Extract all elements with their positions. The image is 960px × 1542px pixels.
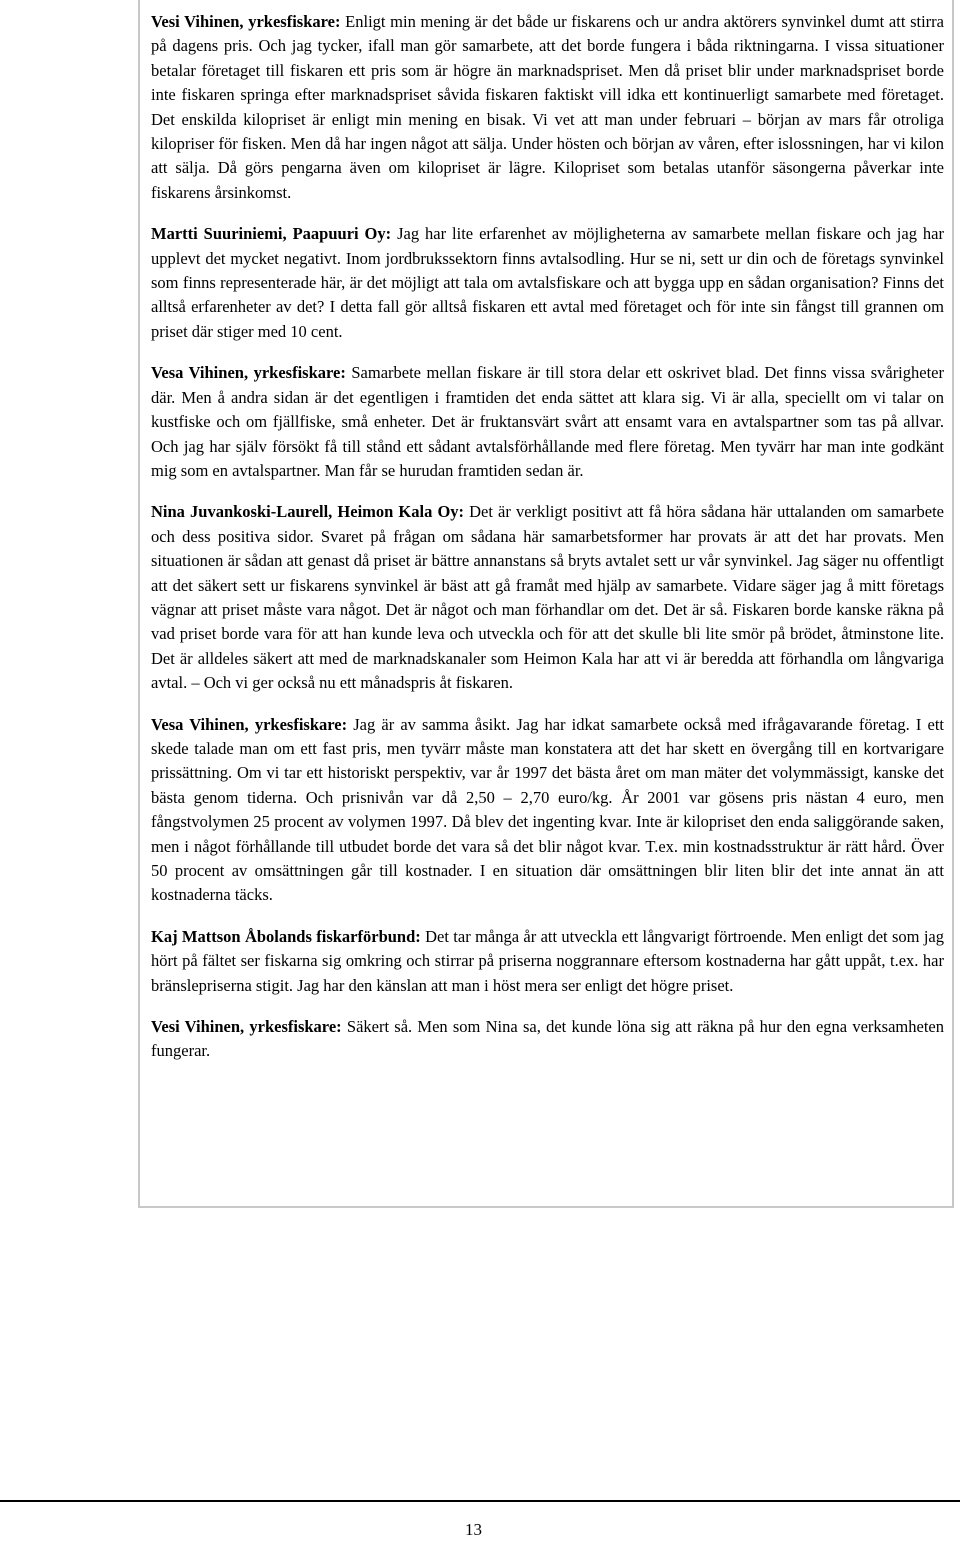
speaker-name: Martti Suuriniemi, Paapuuri Oy: [151,224,392,244]
speaker-name: Vesa Vihinen, yrkesfiskare: [151,363,346,383]
paragraph-7 [151,1015,944,1064]
page-number: 13 [465,1520,482,1539]
speaker-name: Vesa Vihinen, yrkesfiskare: [151,714,348,734]
paragraph-text: Det tar många år att utveckla ett långvarigt förtroende. Men enligt det som jag hört på fältet ser fiskarna sig omkring och stirrar på priserna noggrannare eftersom kostnaderna har gått uppåt, t.ex. har bränslepriserna stigit. Jag har den känslan att man i höst mera ser enligt det högre priset. [151,926,944,995]
paragraph-2 [151,222,944,344]
speaker-name: Nina Juvankoski-Laurell, Heimon Kala Oy: [151,502,465,522]
footer-rule [0,1500,960,1502]
paragraph-text: Enligt min mening är det både ur fiskarens och ur andra aktörers synvinkel dumt att stirra på dagens pris. Och jag tycker, ifall man gör samarbete, att det borde fungera i båda riktningarna. I vissa situationer betalar företaget till fiskaren ett pris som är högre än marknadspriset. Men då priset blir under marknadspriset borde inte fiskaren springa efter marknadspriset såvida fiskaren faktiskt vill idka ett kontinuerligt samarbete med företaget. Det enskilda kilopriset är enligt min mening en bisak. Vi vet att man under februari – början av mars får otroliga kilopriser för fisken. Men då har ingen något att sälja. Under hösten och början av våren, efter islossningen, har vi kilon att sälja. Då görs pengarna även om kilopriset är lägre. Kilopriset som betalas utanför säsongerna påverkar inte fiskarens årsinkomst. [151,12,944,202]
document-body [151,10,944,1081]
paragraph-text: Samarbete mellan fiskare är till stora delar ett oskrivet blad. Det finns vissa svårigheter där. Men å andra sidan är det egentligen i framtiden det enda sättet att klara sig. Vi är alla, speciellt om vi talar on kustfiske och om fjällfiske, små enheter. Det är fruktansvärt svårt att ensamt vara en avtalspartner som tas på allvar. Och jag har själv försökt få till stånd ett sådant avtalsförhållande med flere företag. Men tyvärr har man inte godkänt mig som en avtalspartner. Man får se hurudan framtiden sedan är. [151,363,944,480]
paragraph-text: Det är verkligt positivt att få höra sådana här uttalanden om samarbete och dess positiva sidor. Svaret på frågan om sådana här samarbetsformer har provats är att det har provats. Men situationen är sådan att genast då priset är bättre annanstans så bryts avtalet sett ur vår synvinkel. Jag säger nu offentligt att det säkert sett ur fiskarens synvinkel är bäst att gå framåt med hjälp av samarbete. Vidare säger jag å mitt företags vägnar att priset måste vara något. Det är något och man förhandlar om det. Det är så. Fiskaren borde kanske räkna på vad priset borde vara för att han kunde leva och utveckla och för att det skulle bli lite smör på brödet, åtminstone lite. Det är alldeles säkert att med de marknadskanaler som Heimon Kala har att vi är beredda att förhandla om långvariga avtal. – Och vi ger också nu ett månadspris åt fiskaren. [151,502,944,693]
paragraph-6 [151,925,944,998]
paragraph-1 [151,10,944,205]
paragraph-5 [151,713,944,908]
paragraph-4 [151,500,944,695]
paragraph-3 [151,361,944,483]
speaker-name: Kaj Mattson Åbolands fiskarförbund: [151,926,421,946]
paragraph-text: Jag har lite erfarenhet av möjligheterna av samarbete mellan fiskare och jag har upplevt det mycket negativt. Inom jordbrukssektorn finns avtalsodling. Hur se ni, sett ur din och de företags synvinkel som finns representerade här, är det möjligt att tala om avtalsfiskare och att bygga upp en sådan organisation? Finns det alltså erfarenheter av det? I detta fall gör alltså fiskaren ett avtal med företaget och för inte sin fångst till grannen om priset där stiger med 10 cent. [151,224,944,341]
speaker-name: Vesi Vihinen, yrkesfiskare: [151,1017,342,1037]
paragraph-text: Säkert så. Men som Nina sa, det kunde löna sig att räkna på hur den egna verksamheten fungerar. [151,1017,944,1061]
speaker-name: Vesi Vihinen, yrkesfiskare: [151,12,341,31]
paragraph-text: Jag är av samma åsikt. Jag har idkat samarbete också med ifrågavarande företag. I ett skede talade man om ett fast pris, men tyvärr måste man konstatera att det har skett en övergång till en kortvarigare prissättning. Om vi tar ett historiskt perspektiv, var år 1997 det bästa året om man mäter det volymmässigt, kanske det bästa genom tiderna. Och prisnivån var då 2,50 – 2,70 euro/kg. År 2001 var gösens pris nästan 4 euro, men fångstvolymen 25 procent av volymen 1997. Då blev det ingenting kvar. Inte är kilopriset den enda saliggörande saken, men i något förhållande till utbudet borde det vara så det blir något kvar. T.ex. min kostnadsstruktur är rätt hård. Över 50 procent av omsättningen går till kostnader. I en situation där omsättningen blir liten blir det inte annat än att kostnaderna täcks. [151,714,944,905]
